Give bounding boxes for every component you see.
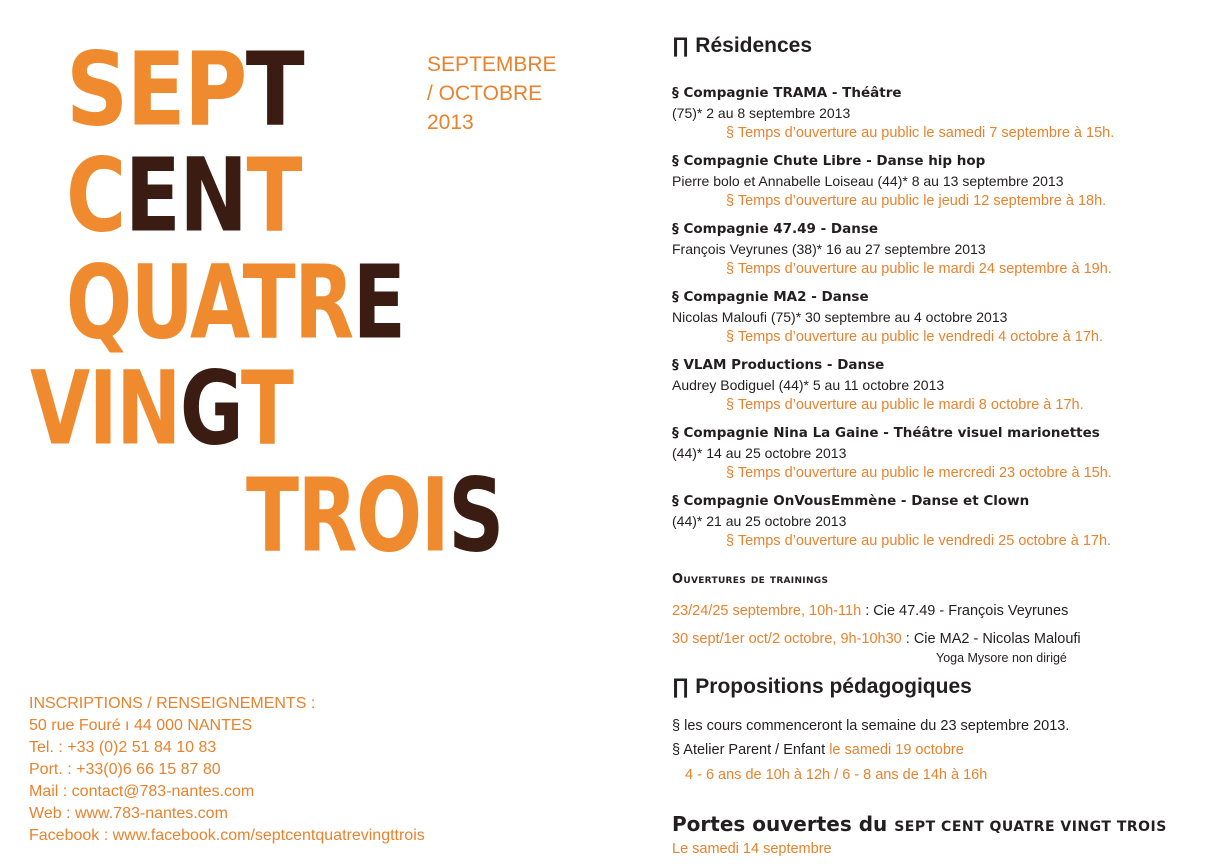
residence-opening: § Temps d’ouverture au public le mardi 8 octobre à 17h.	[726, 397, 1084, 413]
residence-title: § Compagnie Chute Libre - Danse hip hop	[672, 153, 986, 169]
season-dates	[427, 50, 557, 137]
residence-info: Pierre bolo et Annabelle Loiseau (44)* 8 au 13 septembre 2013	[672, 173, 1064, 189]
residence-item	[672, 355, 1192, 423]
contact-mail[interactable]: Mail : contact@783-nantes.com	[29, 783, 255, 800]
contact-mobile: Port. : +33(0)6 66 15 87 80	[29, 761, 221, 778]
pedagogie-line: § les cours commenceront la semaine du 23 septembre 2013.	[672, 718, 1070, 734]
residence-opening: § Temps d’ouverture au public le vendredi 25 octobre à 17h.	[726, 533, 1112, 549]
contact-block	[29, 693, 425, 847]
residence-title: § Compagnie 47.49 - Danse	[672, 221, 879, 237]
training-who: : Cie MA2 - Nicolas Maloufi	[901, 631, 1081, 647]
residence-item	[672, 219, 1192, 287]
residence-title: § Compagnie TRAMA - Théâtre	[672, 85, 902, 101]
residence-opening: § Temps d’ouverture au public le mardi 24 septembre à 19h.	[726, 261, 1112, 277]
residences-heading: ∏ Résidences	[672, 34, 813, 57]
residence-opening: § Temps d’ouverture au public le samedi 7 septembre à 15h.	[726, 125, 1115, 141]
residence-item	[672, 287, 1192, 355]
pedagogie-ages: 4 - 6 ans de 10h à 12h / 6 - 8 ans de 14h à 16h	[685, 767, 988, 783]
trainings-heading: Ouvertures de trainings	[672, 572, 829, 587]
residence-opening: § Temps d’ouverture au public le vendredi 4 octobre à 17h.	[726, 329, 1103, 345]
contact-address: 50 rue Fouré ı 44 000 NANTES	[29, 717, 253, 734]
pi-icon: ∏	[672, 34, 690, 57]
training-line	[672, 631, 1081, 647]
dates-line: SEPTEMBRE	[427, 53, 557, 76]
title-line-sept: SEPT	[66, 31, 304, 150]
training-when: 23/24/25 septembre, 10h-11h	[672, 603, 862, 619]
contact-facebook[interactable]: Facebook : www.facebook.com/septcentquatrevingttrois	[29, 827, 425, 844]
residence-info: (75)* 2 au 8 septembre 2013	[672, 105, 851, 121]
residence-title: § Compagnie OnVousEmmène - Danse et Clown	[672, 493, 1030, 509]
training-line	[672, 603, 1068, 619]
pi-icon: ∏	[672, 675, 690, 698]
portes-ouvertes-date: Le samedi 14 septembre	[672, 841, 832, 857]
training-note: Yoga Mysore non dirigé	[936, 651, 1067, 665]
residence-opening: § Temps d’ouverture au public le mercredi 23 octobre à 15h.	[726, 465, 1112, 481]
residence-item	[672, 491, 1192, 559]
dates-line: 2013	[427, 111, 474, 134]
residence-info: (44)* 21 au 25 octobre 2013	[672, 513, 847, 529]
training-when: 30 sept/1er oct/2 octobre, 9h-10h30	[672, 631, 902, 647]
contact-phone: Tel. : +33 (0)2 51 84 10 83	[29, 739, 217, 756]
residence-item	[672, 423, 1192, 491]
residence-item	[672, 151, 1192, 219]
residence-title: § VLAM Productions - Danse	[672, 357, 885, 373]
residence-opening: § Temps d’ouverture au public le jeudi 12 septembre à 18h.	[726, 193, 1107, 209]
pedagogie-line: § Atelier Parent / Enfant le samedi 19 octobre	[672, 742, 964, 758]
portes-ouvertes-heading: Portes ouvertes du SEPT CENT QUATRE VINGT TROIS	[672, 812, 1167, 836]
title-line-vingt: VINGT	[30, 350, 293, 469]
title-line-trois: TROIS	[246, 457, 503, 576]
residence-info: Audrey Bodiguel (44)* 5 au 11 octobre 2013	[672, 377, 945, 393]
title-line-cent: CENT	[66, 137, 301, 256]
dates-line: / OCTOBRE	[427, 82, 543, 105]
residence-item	[672, 83, 1192, 151]
title-line-quatre: QUATRE	[66, 244, 405, 363]
residence-info: (44)* 14 au 25 octobre 2013	[672, 445, 847, 461]
residence-title: § Compagnie MA2 - Danse	[672, 289, 869, 305]
residences-list	[672, 83, 1192, 559]
contact-heading: INSCRIPTIONS / RENSEIGNEMENTS :	[29, 695, 316, 712]
training-who: : Cie 47.49 - François Veyrunes	[861, 603, 1069, 619]
pedagogie-heading: ∏ Propositions pédagogiques	[672, 675, 972, 698]
residence-info: François Veyrunes (38)* 16 au 27 septembre 2013	[672, 241, 986, 257]
residence-info: Nicolas Maloufi (75)* 30 septembre au 4 octobre 2013	[672, 309, 1008, 325]
residence-title: § Compagnie Nina La Gaine - Théâtre visuel marionettes	[672, 425, 1100, 441]
contact-web[interactable]: Web : www.783-nantes.com	[29, 805, 228, 822]
